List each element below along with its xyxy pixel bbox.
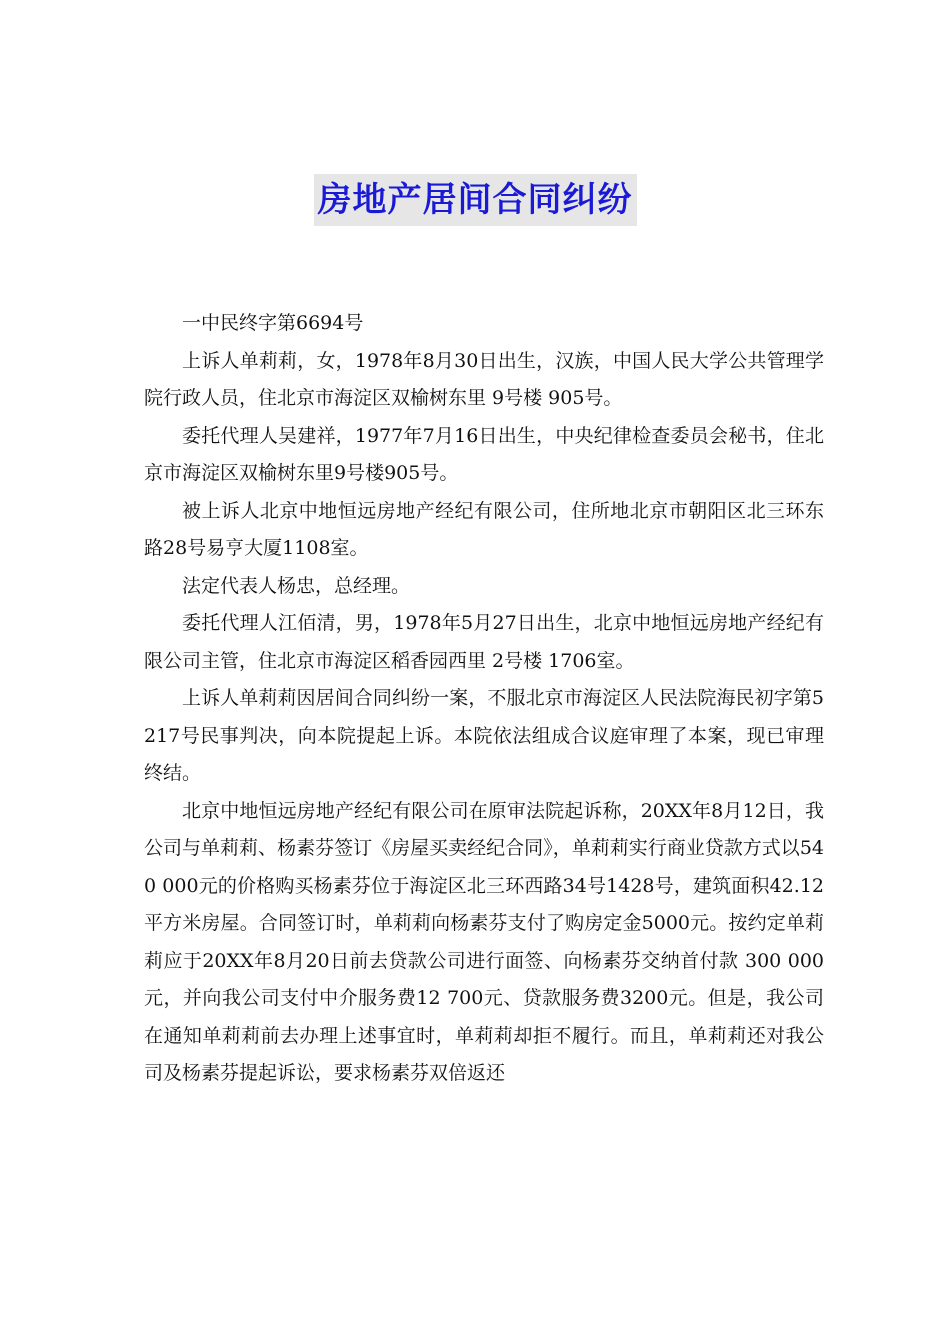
document-title: 房地产居间合同纠纷: [314, 174, 637, 226]
appellant-paragraph: 上诉人单莉莉，女，1978年8月30日出生，汉族，中国人民大学公共管理学院行政人员，住北京市海淀区双榆树东里 9号楼 905号。: [144, 349, 824, 409]
appellee-agent-paragraph: 委托代理人江佰清，男，1978年5月27日出生，北京中地恒远房地产经纪有限公司主管，住北京市海淀区稻香园西里 2号楼 1706室。: [144, 612, 824, 672]
document-body: [144, 305, 824, 1093]
case-number: 一中民终字第6694号: [182, 312, 364, 334]
title-container: [0, 174, 950, 226]
appellant-agent-paragraph: 委托代理人吴建祥，1977年7月16日出生，中央纪律检查委员会秘书，住北京市海淀区双榆树东里9号楼905号。: [144, 424, 824, 484]
appellee-paragraph: 被上诉人北京中地恒远房地产经纪有限公司，住所地北京市朝阳区北三环东路28号易亨大厦1108室。: [144, 499, 824, 559]
case-summary-paragraph: 上诉人单莉莉因居间合同纠纷一案，不服北京市海淀区人民法院海民初字第5217号民事判决，向本院提起上诉。本院依法组成合议庭审理了本案，现已审理终结。: [144, 687, 824, 784]
legal-representative-paragraph: 法定代表人杨忠，总经理。: [182, 574, 411, 597]
claim-paragraph: 北京中地恒远房地产经纪有限公司在原审法院起诉称，20XX年8月12日，我公司与单莉莉、杨素芬签订《房屋买卖经纪合同》，单莉莉实行商业贷款方式以540 000元的价格购买杨素芬位于海淀区北三环西路34号1428号，建筑面积42.12平方米房屋。合同签订时，单莉莉向杨素芬支付了购房定金5000元。按约定单莉莉应于20XX年8月20日前去贷款公司进行面签、向杨素芬交纳首付款 300 000元，并向我公司支付中介服务费12 700元、贷款服务费3200元。但是，我公司在通知单莉莉前去办理上述事宜时，单莉莉却拒不履行。而且，单莉莉还对我公司及杨素芬提起诉讼，要求杨素芬双倍返还: [144, 799, 824, 1084]
